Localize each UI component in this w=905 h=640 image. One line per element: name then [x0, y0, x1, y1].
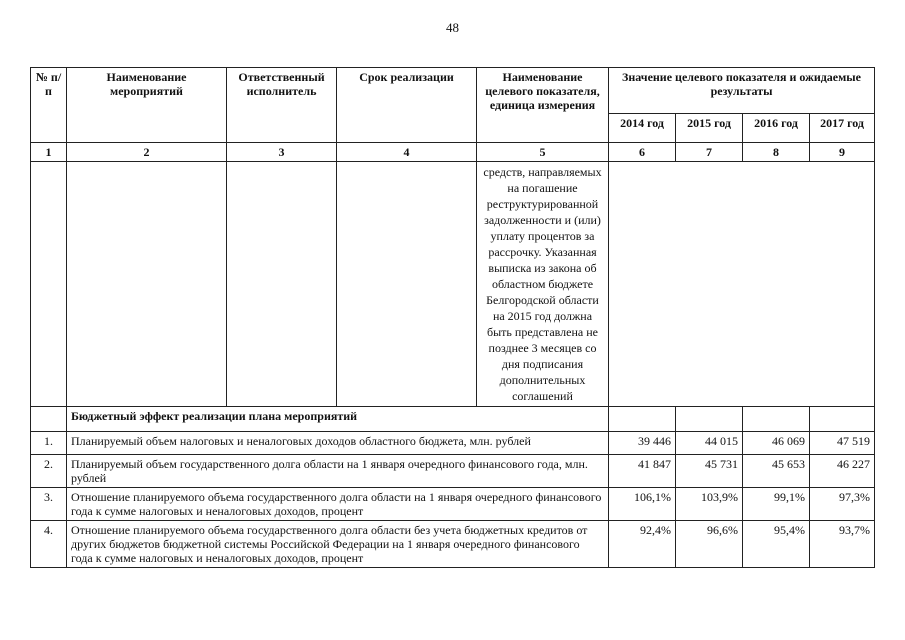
header-responsible: Ответственный исполнитель [227, 68, 337, 143]
column-number: 5 [477, 143, 609, 162]
page-number: 48 [446, 20, 459, 35]
column-number: 3 [227, 143, 337, 162]
empty-cell [676, 407, 743, 432]
row-number: 2. [31, 455, 67, 488]
row-text: Планируемый объем государственного долга области на 1 января очередного финансового года, млн. рублей [67, 455, 609, 488]
section-row [31, 407, 875, 432]
empty-cell [609, 162, 875, 407]
empty-cell [810, 407, 875, 432]
value-2015: 44 015 [676, 432, 743, 455]
row-number: 4. [31, 521, 67, 568]
header-term: Срок реализации [337, 68, 477, 143]
row-text: Отношение планируемого объема государственного долга области на 1 января очередного финансового года к сумме налоговых и неналоговых доходов, процент [67, 488, 609, 521]
value-2017: 97,3% [810, 488, 875, 521]
measures-table [30, 67, 875, 568]
empty-cell [227, 162, 337, 407]
row-text: Отношение планируемого объема государственного долга области без учета бюджетных кредитов от других бюджетов бюджетной системы Российской Федерации на 1 января очередного финансового года к сумме налоговых и неналоговых доходов, процент [67, 521, 609, 568]
column-number: 9 [810, 143, 875, 162]
value-2016: 45 653 [743, 455, 810, 488]
header-num: № п/п [31, 68, 67, 143]
empty-cell [67, 162, 227, 407]
column-number: 6 [609, 143, 676, 162]
column-number: 1 [31, 143, 67, 162]
value-2015: 103,9% [676, 488, 743, 521]
column-number: 8 [743, 143, 810, 162]
header-year-2017: 2017 год [810, 114, 875, 143]
empty-cell [31, 162, 67, 407]
header-name: Наименование мероприятий [67, 68, 227, 143]
header-row [31, 68, 875, 114]
value-2016: 99,1% [743, 488, 810, 521]
value-2014: 39 446 [609, 432, 676, 455]
table-row [31, 521, 875, 568]
column-number: 7 [676, 143, 743, 162]
value-2017: 47 519 [810, 432, 875, 455]
value-2014: 92,4% [609, 521, 676, 568]
value-2017: 46 227 [810, 455, 875, 488]
empty-cell [337, 162, 477, 407]
header-year-2014: 2014 год [609, 114, 676, 143]
section-title: Бюджетный эффект реализации плана мероприятий [67, 407, 609, 432]
column-number: 2 [67, 143, 227, 162]
empty-cell [31, 407, 67, 432]
value-2014: 41 847 [609, 455, 676, 488]
value-2014: 106,1% [609, 488, 676, 521]
row-number: 1. [31, 432, 67, 455]
column-number: 4 [337, 143, 477, 162]
row-number: 3. [31, 488, 67, 521]
value-2016: 46 069 [743, 432, 810, 455]
empty-cell [609, 407, 676, 432]
row-text: Планируемый объем налоговых и неналоговых доходов областного бюджета, млн. рублей [67, 432, 609, 455]
value-2016: 95,4% [743, 521, 810, 568]
value-2015: 45 731 [676, 455, 743, 488]
continuation-row [31, 162, 875, 407]
empty-cell [743, 407, 810, 432]
header-values-group: Значение целевого показателя и ожидаемые результаты [609, 68, 875, 114]
table-row [31, 432, 875, 455]
table-row [31, 488, 875, 521]
header-year-2016: 2016 год [743, 114, 810, 143]
value-2017: 93,7% [810, 521, 875, 568]
continuation-text: средств, направляемых на погашение реструктурированной задолженности и (или) уплату процентов за рассрочку. Указанная выписка из закона об областном бюджете Белгородской области на 2015 год должна быть представлена не позднее 3 месяцев со дня подписания дополнительных соглашений [477, 162, 609, 407]
table-row [31, 455, 875, 488]
value-2015: 96,6% [676, 521, 743, 568]
header-indicator: Наименование целевого показателя, единица измерения [477, 68, 609, 143]
column-numbers-row [31, 143, 875, 162]
header-year-2015: 2015 год [676, 114, 743, 143]
